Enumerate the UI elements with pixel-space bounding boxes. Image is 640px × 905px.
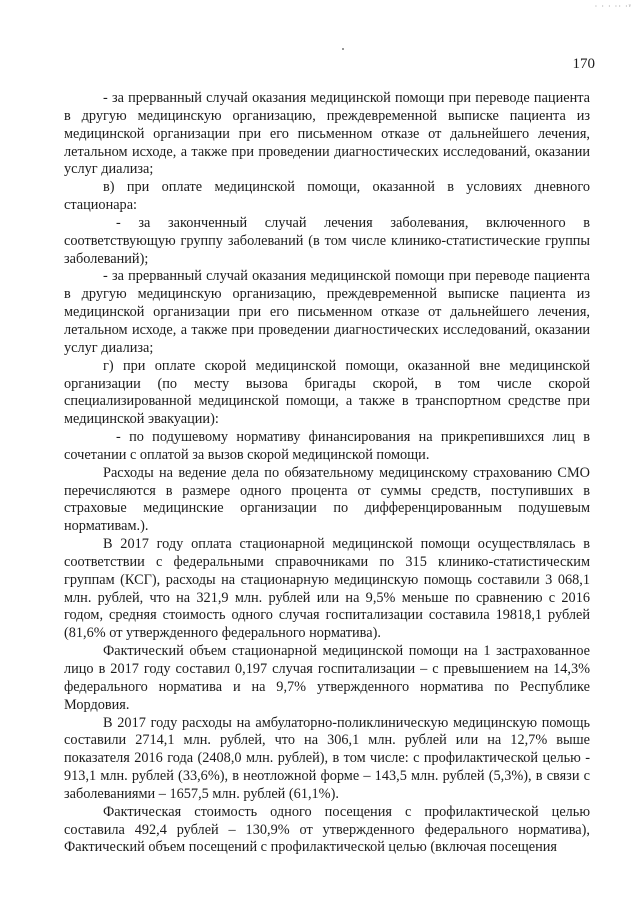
page-number: 170	[572, 56, 595, 72]
paragraph: - за прерванный случай оказания медицинской помощи при переводе пациента в другую медицинскую организацию, преждевременной выписке пациента из медицинской организации при его письменном отказе от дальнейшего лечения, летальном исходе, а также при проведении диагностических исследований, оказании услуг диализа;	[64, 268, 590, 356]
paragraph: г) при оплате скорой медицинской помощи, оказанной вне медицинской организации (по месту вызова бригады скорой, в том числе скорой специализированной медицинской помощи, а также в транспортном средстве при медицинской эвакуации):	[64, 357, 590, 428]
paragraph: В 2017 году расходы на амбулаторно-поликлиническую медицинскую помощь составили 2714,1 млн. рублей, что на 306,1 млн. рублей или на 12,7% выше показателя 2016 года (2408,0 млн. рублей), в том числе: с профилактической целью - 913,1 млн. рублей (33,6%), в неотложной форме – 143,5 млн. рублей (5,3%), в связи с заболеваниями – 1657,5 млн. рублей (61,1%).	[64, 714, 590, 802]
paragraph: - за законченный случай лечения заболевания, включенного в соответствующую группу заболеваний (в том числе клинико-статистические группы заболеваний);	[64, 214, 590, 267]
scan-speck	[342, 48, 344, 50]
paragraph: Расходы на ведение дела по обязательному медицинскому страхованию СМО перечисляются в размере одного процента от суммы средств, поступивших в страховые медицинские организации по дифференцированным подушевым нормативам.).	[64, 464, 590, 535]
paragraph: Фактическая стоимость одного посещения с профилактической целью составила 492,4 рублей – 130,9% от утвержденного федерального норматива), Фактический объем посещений с профилактической целью (включая посещения	[64, 803, 590, 856]
scan-corner-mark: · · · ·· ·ᵛ	[594, 2, 632, 11]
paragraph: В 2017 году оплата стационарной медицинской помощи осуществлялась в соответствии с федеральными справочниками по 315 клинико-статистическим группам (КСГ), расходы на стационарную медицинскую помощь составили 3 068,1 млн. рублей, что на 321,9 млн. рублей или на 9,5% меньше по сравнению с 2016 годом, средняя стоимость одного случая госпитализации составила 19818,1 рублей (81,6% от утвержденного федерального норматива).	[64, 536, 590, 642]
document-body	[64, 90, 590, 857]
paragraph: в) при оплате медицинской помощи, оказанной в условиях дневного стационара:	[64, 179, 590, 214]
paragraph: - за прерванный случай оказания медицинской помощи при переводе пациента в другую медицинскую организацию, преждевременной выписке пациента из медицинской организации при его письменном отказе от дальнейшего лечения, летальном исходе, а также при проведении диагностических исследований, оказании услуг диализа;	[64, 90, 590, 178]
paragraph: Фактический объем стационарной медицинской помощи на 1 застрахованное лицо в 2017 году составил 0,197 случая госпитализации – с превышением на 14,3% федерального норматива и на 9,7% утвержденного норматива по Республике Мордовия.	[64, 643, 590, 713]
paragraph: - по подушевому нормативу финансирования на прикрепившихся лиц в сочетании с оплатой за вызов скорой медицинской помощи.	[64, 429, 590, 463]
